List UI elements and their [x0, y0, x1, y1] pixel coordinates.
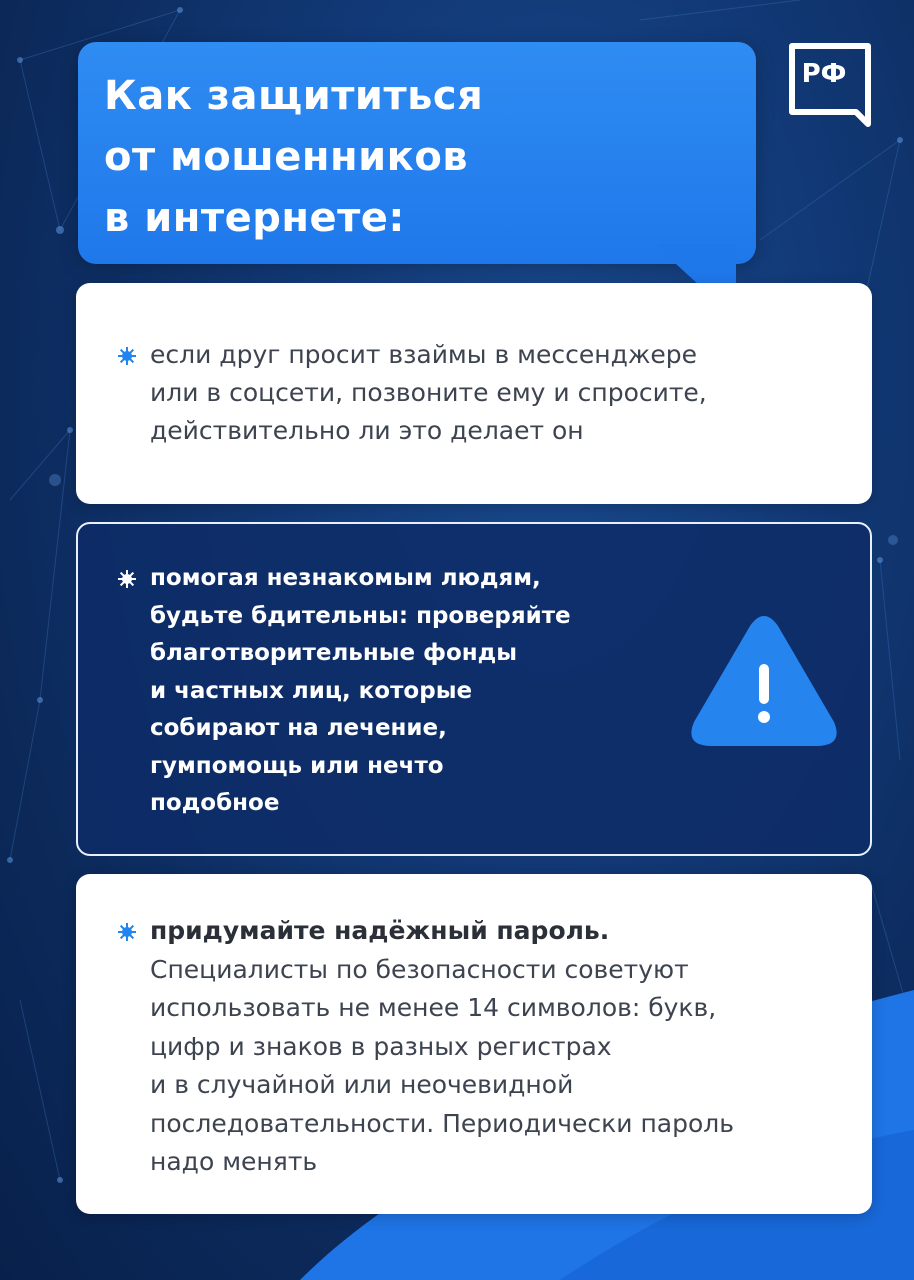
- tip-line: и частных лиц, которые: [150, 677, 473, 704]
- tip-line: использовать не менее 14 символов: букв,: [150, 993, 717, 1022]
- tip-text-charity: [150, 560, 571, 823]
- asterisk-bullet-icon: [117, 922, 137, 942]
- tip-line: или в соцсети, позвоните ему и спросите,: [150, 378, 707, 407]
- tip-line: если друг просит взаймы в мессенджере: [150, 340, 698, 369]
- tip-line: надо менять: [150, 1147, 318, 1176]
- warning-triangle-icon: [688, 612, 840, 752]
- tip-line: подобное: [150, 790, 280, 816]
- asterisk-bullet-icon: [117, 346, 137, 366]
- tip-line: цифр и знаков в разных регистрах: [150, 1031, 612, 1061]
- tip-line: гумпомощь или нечто: [150, 752, 444, 779]
- asterisk-bullet-icon: [117, 569, 137, 589]
- tip-heading: придумайте надёжный пароль.: [150, 916, 610, 945]
- page-title-line: Как защититься: [104, 73, 484, 119]
- tip-line: и в случайной или неочевидной: [150, 1070, 574, 1099]
- page-title: [104, 66, 483, 249]
- tip-line: помогая незнакомым людям,: [150, 565, 541, 591]
- tip-line: собирают на лечение,: [150, 715, 447, 741]
- tip-line: благотворительные фонды: [150, 640, 518, 666]
- tip-line: действительно ли это делает он: [150, 416, 584, 445]
- tip-line: Специалисты по безопасности советуют: [150, 954, 689, 984]
- tip-text-friend-loan: [150, 336, 707, 450]
- page-title-line: в интернете:: [104, 195, 405, 241]
- tip-line: будьте бдительны: проверяйте: [150, 602, 571, 629]
- tip-text-password: [150, 912, 734, 1182]
- logo-text: РФ: [801, 59, 847, 89]
- page-title-line: от мошенников: [104, 134, 469, 180]
- tip-line: последовательности. Периодически пароль: [150, 1108, 734, 1138]
